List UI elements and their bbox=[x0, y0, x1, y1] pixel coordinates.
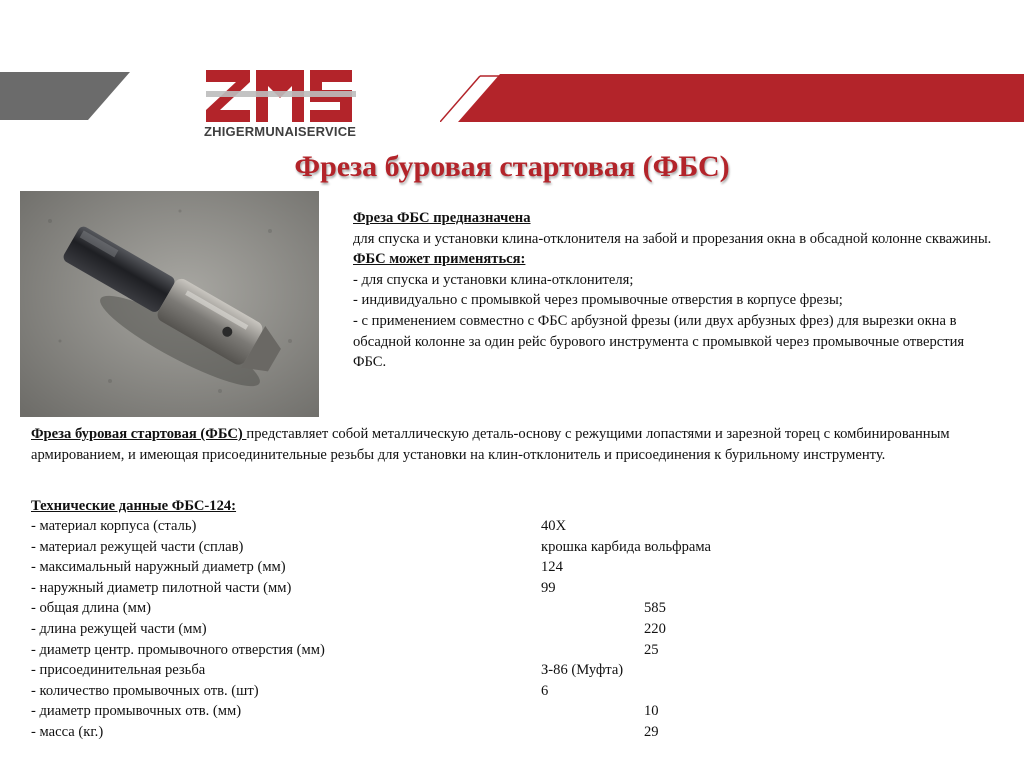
specs-title: Технические данные ФБС-124: bbox=[31, 498, 237, 514]
spec-value: 40Х bbox=[541, 518, 567, 534]
use-item: - индивидуально с промывкой через промывочные отверстия в корпусе фрезы; bbox=[353, 292, 843, 309]
header-right-bar bbox=[440, 74, 1024, 122]
spec-value: З-86 (Муфта) bbox=[541, 662, 624, 679]
spec-row bbox=[31, 660, 991, 681]
spec-value: 585 bbox=[644, 600, 666, 617]
spec-label: - материал режущей части (сплав) bbox=[31, 538, 244, 555]
description-term: Фреза буровая стартовая (ФБС) bbox=[31, 426, 247, 442]
spec-value: 29 bbox=[644, 723, 659, 740]
spec-value: 10 bbox=[644, 703, 659, 720]
use-item: - с применением совместно с ФБС арбузной фрезы (или двух арбузных фрез) для вырезки окна в обсадной колонне за один рейс бурового инструмента с промывкой через промывочные отверстия ФБС. bbox=[353, 312, 965, 371]
spec-label: - наружный диаметр пилотной части (мм) bbox=[31, 579, 292, 596]
spec-row bbox=[31, 598, 991, 619]
page-title: Фреза буровая стартовая (ФБС) bbox=[294, 150, 730, 183]
spec-value: 99 bbox=[541, 579, 556, 596]
spec-row bbox=[31, 557, 991, 578]
purpose-heading: Фреза ФБС предназначена bbox=[353, 210, 531, 226]
description bbox=[31, 424, 1001, 465]
drill-bit-photo bbox=[20, 191, 319, 417]
purpose-text: для спуска и установки клина-отклонителя на забой и прорезания окна в обсадной колонне скважины. bbox=[353, 230, 992, 247]
spec-row bbox=[31, 537, 991, 558]
spec-label: - масса (кг.) bbox=[31, 723, 104, 740]
spec-row bbox=[31, 640, 991, 661]
spec-row bbox=[31, 681, 991, 702]
spec-label: - максимальный наружный диаметр (мм) bbox=[31, 559, 286, 576]
spec-row bbox=[31, 619, 991, 640]
spec-value: 124 bbox=[541, 559, 563, 576]
specs-table bbox=[31, 516, 991, 743]
spec-label: - диаметр промывочных отв. (мм) bbox=[31, 703, 242, 720]
spec-value: 220 bbox=[644, 620, 666, 637]
spec-label: - количество промывочных отв. (шт) bbox=[31, 682, 259, 699]
spec-value: 25 bbox=[644, 641, 659, 658]
spec-label: - длина режущей части (мм) bbox=[31, 620, 207, 637]
spec-label: - материал корпуса (сталь) bbox=[31, 518, 197, 534]
use-heading: ФБС может применяться: bbox=[353, 251, 526, 268]
spec-label: - общая длина (мм) bbox=[31, 600, 151, 617]
use-item: - для спуска и установки клина-отклонителя; bbox=[353, 271, 634, 288]
spec-row bbox=[31, 722, 991, 743]
logo-caption: ZHIGERMUNAISERVICE bbox=[204, 124, 357, 139]
purpose-block bbox=[353, 208, 993, 373]
header-left-bar bbox=[0, 72, 130, 120]
spec-row bbox=[31, 578, 991, 599]
spec-value: 6 bbox=[541, 682, 549, 699]
spec-value: крошка карбида вольфрама bbox=[541, 538, 712, 555]
description-text: представляет собой металлическую деталь-основу с режущими лопастями и зарезной торец с комбинированным армированием, и имеющая присоединительные резьбы для установки на клин-отклонитель и присоединения к бурильному инструменту. bbox=[31, 426, 950, 463]
spec-label: - диаметр центр. промывочного отверстия (мм) bbox=[31, 641, 325, 658]
spec-row bbox=[31, 701, 991, 722]
spec-row bbox=[31, 516, 991, 537]
spec-label: - присоединительная резьба bbox=[31, 662, 206, 679]
